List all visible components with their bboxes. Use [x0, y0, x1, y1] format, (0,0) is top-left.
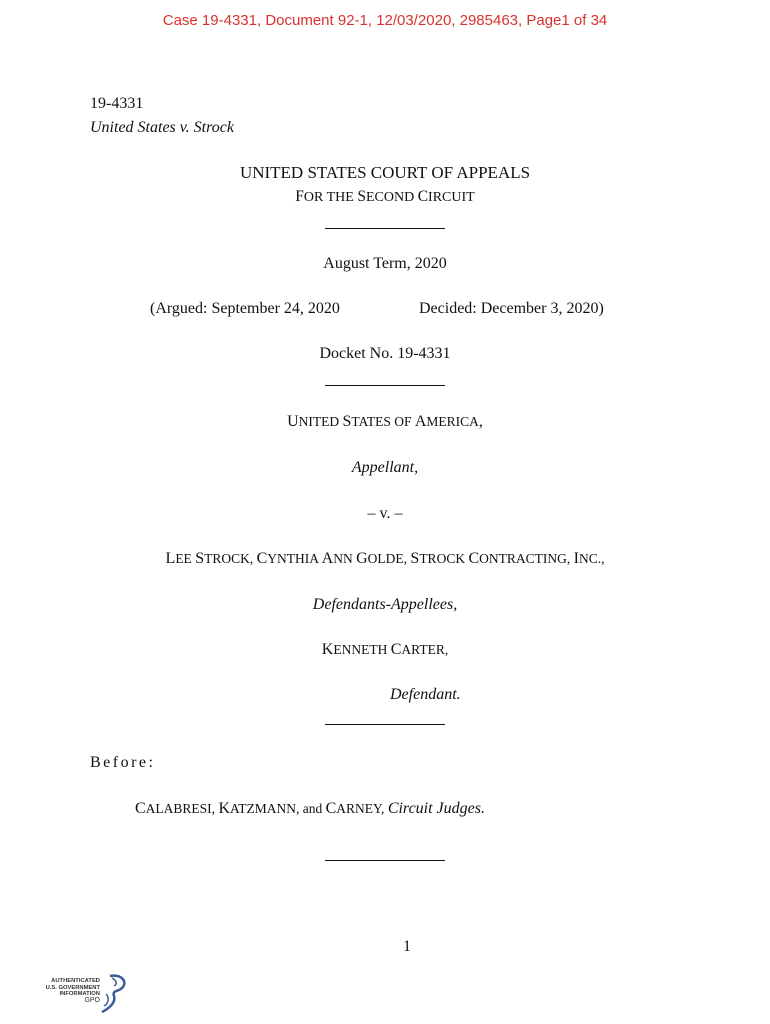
panel-judges: CALABRESI, KATZMANN, and CARNEY, Circuit Judges.: [135, 800, 485, 817]
versus: – v. –: [367, 505, 403, 522]
docket-number: 19-4331: [90, 95, 144, 112]
appellees-party: LEE STROCK, CYNTHIA ANN GOLDE, STROCK CONTRACTING, INC.,: [165, 550, 605, 567]
court-title: UNITED STATES COURT OF APPEALS: [239, 163, 531, 182]
argued-date: (Argued: September 24, 2020: [150, 300, 340, 317]
appellees-role: Defendants-Appellees,: [312, 596, 458, 613]
decided-date: Decided: December 3, 2020): [419, 300, 604, 317]
filing-stamp: Case 19-4331, Document 92-1, 12/03/2020, 2985463, Page1 of 34: [162, 12, 608, 29]
divider-rule: [325, 228, 445, 229]
before-label: Before:: [90, 754, 156, 771]
defendant-party: KENNETH CARTER,: [321, 641, 449, 658]
divider-rule: [325, 385, 445, 386]
divider-rule: [325, 724, 445, 725]
docket-line: Docket No. 19-4331: [319, 345, 451, 362]
appellant-role: Appellant,: [351, 459, 419, 476]
page-number: 1: [403, 938, 411, 955]
case-caption: United States v. Strock: [90, 119, 234, 136]
gpo-eagle-logo: [40, 972, 130, 1016]
court-subtitle: FOR THE SECOND CIRCUIT: [295, 188, 475, 205]
divider-rule: [325, 860, 445, 861]
term: August Term, 2020: [323, 255, 447, 272]
defendant-role: Defendant.: [390, 686, 461, 703]
appellant-party: UNITED STATES OF AMERICA,: [287, 413, 483, 430]
gpo-authentication-text: AUTHENTICATED U.S. GOVERNMENT INFORMATION GPO: [45, 978, 100, 1004]
